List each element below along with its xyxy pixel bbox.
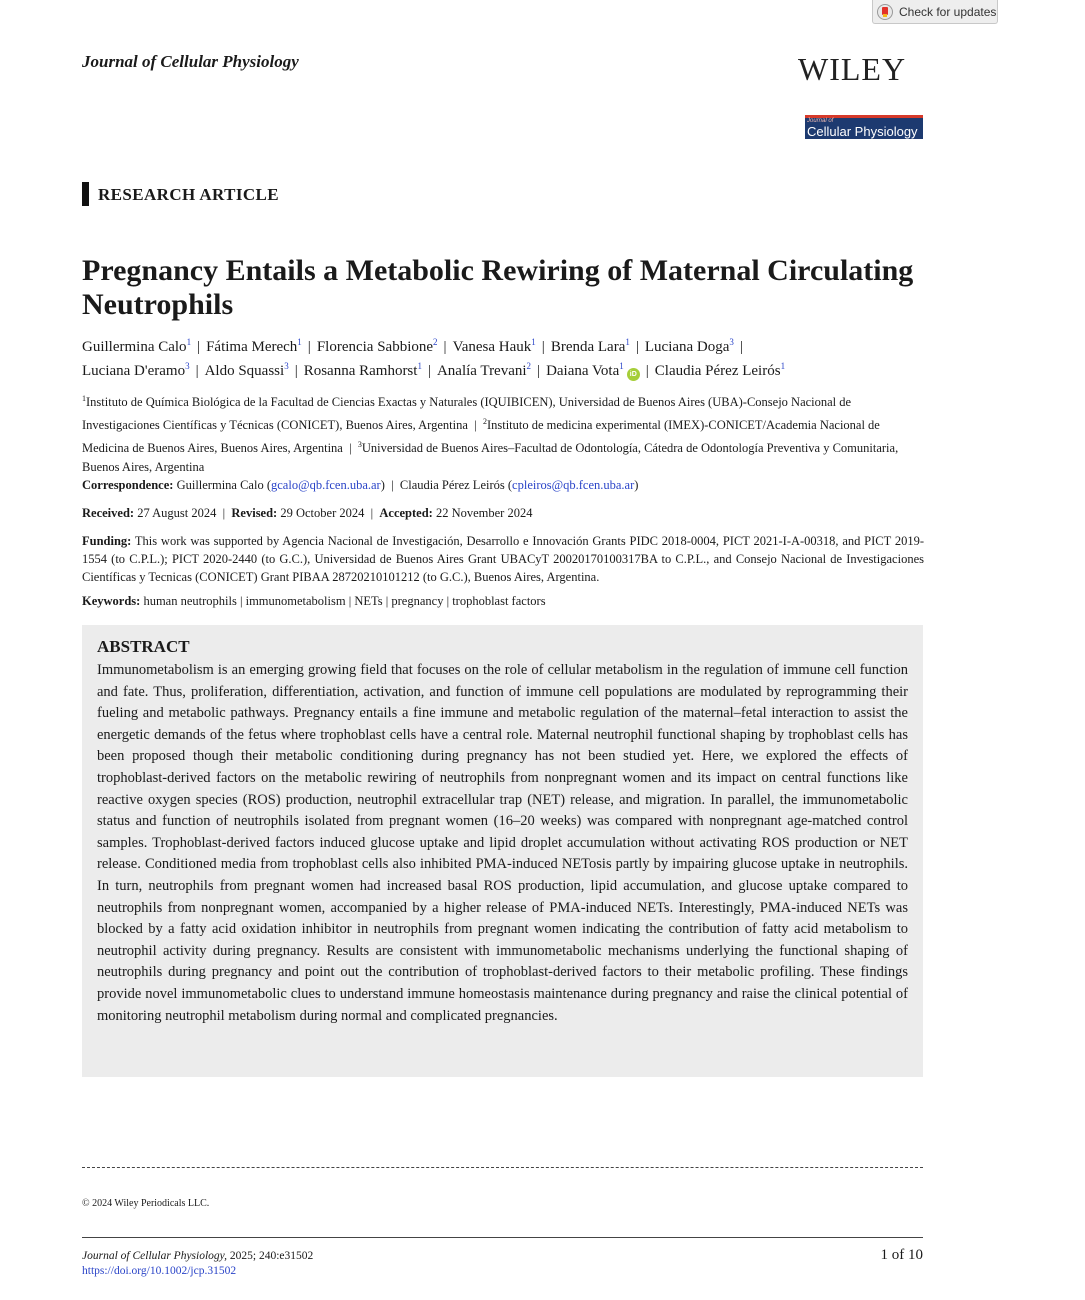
doi-link[interactable]: https://doi.org/10.1002/jcp.31502: [82, 1265, 237, 1277]
keywords-label: Keywords:: [82, 594, 141, 608]
keywords-text: human neutrophils | immunometabolism | NETs | pregnancy | trophoblast factors: [143, 594, 546, 608]
accepted-label: Accepted:: [379, 506, 433, 520]
received-label: Received:: [82, 506, 135, 520]
separator: |: [537, 363, 541, 379]
author-name: Brenda Lara: [550, 339, 626, 355]
separator: |: [307, 339, 311, 355]
separator: |: [197, 339, 201, 355]
separator: |: [427, 363, 431, 379]
separator: |: [388, 478, 397, 492]
author-affiliation-number: 1: [531, 337, 536, 347]
separator: |: [443, 339, 447, 355]
separator: |: [294, 363, 298, 379]
separator: |: [541, 339, 545, 355]
affiliation-1: Instituto de Química Biológica de la Facultad de Ciencias Exactas y Naturales (IQUIBICEN), Universidad de Buenos Aires (UBA)-Consejo Nacional de Investigaciones Científicas y Técnicas (CONICET), Buenos Aires, Argentina: [82, 395, 852, 433]
orcid-icon[interactable]: iD: [627, 368, 640, 381]
abstract-text: Immunometabolism is an emerging growing field that focuses on the role of cellular metabolism in the regulation of immune cell function and fate. Thus, proliferation, differentiation, activation, and function of immune cell populations are modulated by reprogramming their fueling and metabolic pathways. Pregnancy entails a fine immune and metabolic regulation of the maternal–fetal interaction to assist the energetic demands of the fetus where trophoblast cells have a central role. Maternal neutrophil functional shaping by trophoblast cells has been proposed though their metabolic conditioning during pregnancy has not been studied yet. Here, we explored the effects of trophoblast-derived factors on the metabolic rewiring of neutrophils from nonpregnant women and its impact on central functions like reactive oxygen species (ROS) production, neutrophil extracellular trap (NET) release, and migration. In parallel, the immunometabolic status and function of neutrophils isolated from pregnant women (16–20 weeks) was compared with nonpregnant age-matched control samples. Trophoblast-derived factors induced glucose uptake and lipid droplet accumulation without activating ROS production or NET release. Conditioned media from trophoblast cells also inhibited PMA-induced NETosis partly by impairing glucose uptake in neutrophils. In turn, neutrophils from pregnant women had increased basal ROS production, lipid accumulation, and glucose uptake compared to neutrophils from nonpregnant women, accompanied by a higher release of PMA-induced NETs. Interestingly, PMA-induced NETs was blocked by a fatty acid oxidation inhibitor in neutrophils from pregnant women indicating the contribution of fatty acid metabolism to neutrophil activity during pregnancy. Results are consistent with immunometabolic mechanisms underlying the functional shaping of neutrophils during pregnancy and point out the contribution of trophoblast-derived factors to their metabolic profiling. These findings provide novel immunometabolic clues to understand immune homeostasis maintenance during pregnancy and raise the clinical potential of monitoring neutrophil metabolism during normal and complicated pregnancies.: [97, 662, 908, 1024]
article-title: Pregnancy Entails a Metabolic Rewiring of Maternal Circulating Neutrophils: [82, 254, 914, 321]
author-affiliation-number: 1: [780, 361, 786, 371]
author-name: Vanesa Hauk: [452, 339, 532, 355]
abstract-heading: ABSTRACT: [97, 637, 190, 656]
journal-logo-small: Journal of: [807, 118, 834, 124]
author-line-2: [82, 357, 927, 381]
author-name: Florencia Sabbione: [316, 339, 434, 355]
correspondence-label: Correspondence:: [82, 478, 174, 492]
journal-logo-big: Cellular Physiology: [807, 124, 918, 139]
funding-text: This work was supported by Agencia Nacional de Investigación, Desarrollo e Innovación Grants PIDC 2018-0004, PICT 2021-I-A-00318, and PICT 2019-1554 (to C.P.L.); PICT 2020-2440 (to G.C.), Universidad de Buenos Aires Grant UBACyT 20020170100317BA to C.P.L., and Consejo Nacional de Investigaciones Científicas y Tecnicas (CONICET) Grant PIBAA 28720210101212 (to G.C.), Buenos Aires, Argentina.: [82, 534, 924, 584]
author-name: Luciana Doga: [644, 339, 730, 355]
funding-label: Funding:: [82, 534, 132, 548]
footer-journal: Journal of Cellular Physiology,: [82, 1250, 228, 1262]
author-affiliation-number: 3: [729, 337, 734, 347]
author-name: Rosanna Ramhorst: [303, 363, 418, 379]
author-name: Analía Trevani: [436, 363, 527, 379]
correspondent-2: Claudia Pérez Leirós: [399, 478, 505, 492]
correspondent-1: Guillermina Calo: [176, 478, 264, 492]
author-affiliation-number: 3: [185, 361, 190, 371]
affiliation-number: 3: [357, 440, 362, 450]
author-line-1: [82, 333, 927, 357]
correspondence: Correspondence: Guillermina Calo (gcalo@qb.fcen.uba.ar) | Claudia Pérez Leirós (cpleiros@qb.fcen.uba.ar): [82, 478, 639, 492]
author-affiliation-number: 1: [186, 337, 192, 347]
email-link-1[interactable]: gcalo@qb.fcen.uba.ar: [271, 478, 381, 492]
revised-date: 29 October 2024: [280, 506, 365, 520]
separator: |: [635, 339, 639, 355]
publisher-logo: WILEY: [798, 51, 907, 87]
author-affiliation-number: 1: [297, 337, 302, 347]
check-for-updates-label: Check for updates: [899, 4, 997, 19]
journal-header: Journal of Cellular Physiology: [82, 52, 299, 71]
funding: [82, 532, 924, 586]
accepted-date: 22 November 2024: [435, 506, 533, 520]
author-name: Fátima Merech: [206, 339, 298, 355]
footer-volume: 2025; 240:e31502: [229, 1250, 314, 1262]
separator: |: [471, 418, 480, 433]
separator: |: [645, 363, 649, 379]
received-date: 27 August 2024: [137, 506, 217, 520]
copyright: © 2024 Wiley Periodicals LLC.: [82, 1198, 210, 1209]
footnote-divider: [82, 1167, 923, 1168]
separator: |: [219, 506, 229, 520]
email-link-2[interactable]: cpleiros@qb.fcen.uba.ar: [512, 478, 635, 492]
author-affiliation-number: 3: [284, 361, 289, 371]
affiliations: [82, 389, 924, 477]
keywords: [82, 593, 924, 610]
journal-logo: [805, 115, 923, 139]
author-name: Guillermina Calo: [82, 339, 187, 355]
author-name: Luciana D'eramo: [82, 363, 186, 379]
bookmark-icon: [877, 4, 893, 20]
author-name: Claudia Pérez Leirós: [654, 363, 781, 379]
author-affiliation-number: 1: [417, 361, 422, 371]
separator: |: [739, 339, 743, 355]
check-for-updates-button[interactable]: [872, 0, 998, 24]
author-name: Aldo Squassi: [204, 363, 285, 379]
article-dates: [82, 505, 924, 522]
footer-divider: [82, 1237, 923, 1238]
separator: |: [345, 441, 355, 456]
affiliation-number: 2: [482, 417, 487, 427]
author-affiliation-number: 1: [625, 337, 630, 347]
author-list: [82, 333, 927, 381]
affiliation-number: 1: [82, 394, 86, 403]
author-affiliation-number: 1: [619, 361, 624, 371]
revised-label: Revised:: [231, 506, 278, 520]
affiliation-3: Universidad de Buenos Aires–Facultad de Odontología, Cátedra de Odontología Preventiva y Comunitaria, Buenos Aires, Argentina: [82, 441, 899, 475]
author-affiliation-number: 2: [433, 337, 438, 347]
article-type-bar: [82, 182, 89, 206]
affiliation-2: Instituto de medicina experimental (IMEX)-CONICET/Academia Nacional de Medicina de Buenos Aires, Buenos Aires, Argentina: [82, 418, 880, 456]
article-type: RESEARCH ARTICLE: [98, 185, 280, 204]
footer-citation: [82, 1249, 313, 1263]
author-name: Daiana Vota: [546, 363, 620, 379]
author-affiliation-number: 2: [526, 361, 532, 371]
separator: |: [367, 506, 377, 520]
separator: |: [195, 363, 199, 379]
abstract-box: [82, 625, 923, 1077]
page-number: 1 of 10: [880, 1247, 923, 1263]
